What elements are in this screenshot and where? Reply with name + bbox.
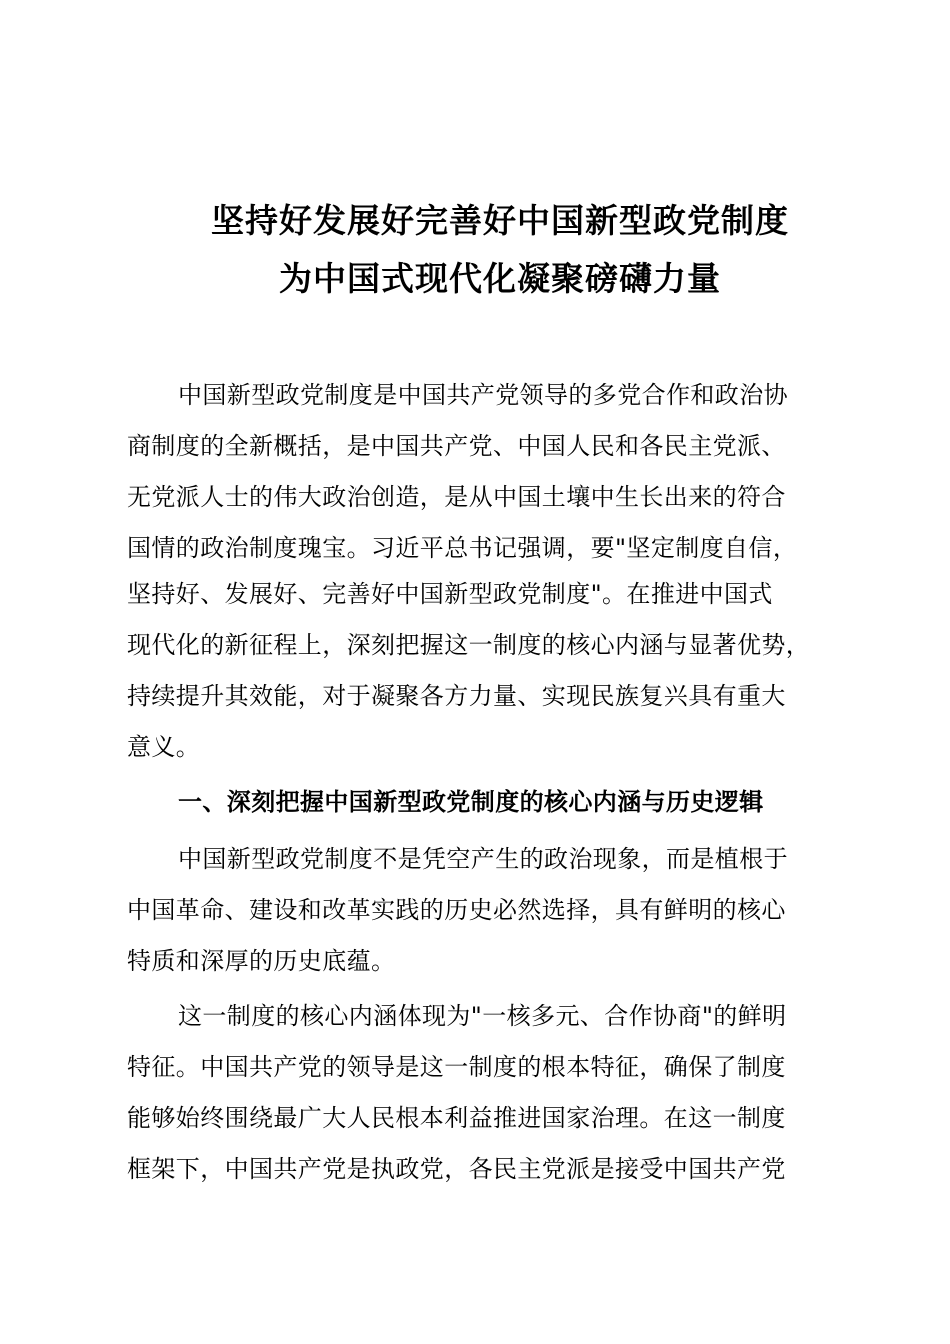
paragraph-line: 中国新型政党制度不是凭空产生的政治现象，而是植根于 <box>178 845 788 873</box>
paragraph-line: 特征。中国共产党的领导是这一制度的根本特征，确保了制度 <box>127 1053 786 1081</box>
paragraph-line: 现代化的新征程上，深刻把握这一制度的核心内涵与显著优势， <box>127 631 811 659</box>
section-heading: 一、深刻把握中国新型政党制度的核心内涵与历史逻辑 <box>178 788 764 816</box>
paragraph-line: 能够始终围绕最广大人民根本利益推进国家治理。在这一制度 <box>127 1104 786 1132</box>
paragraph-line: 中国革命、建设和改革实践的历史必然选择，具有鲜明的核心 <box>127 896 786 924</box>
paragraph-line: 持续提升其效能，对于凝聚各方力量、实现民族复兴具有重大 <box>127 682 786 710</box>
paragraph-line: 这一制度的核心内涵体现为"一核多元、合作协商"的鲜明 <box>178 1002 787 1030</box>
paragraph-line: 商制度的全新概括，是中国共产党、中国人民和各民主党派、 <box>127 432 786 460</box>
document-title-line-1: 坚持好发展好完善好中国新型政党制度 <box>211 201 789 240</box>
document-title-line-2: 为中国式现代化凝聚磅礴力量 <box>279 259 721 298</box>
paragraph-line: 中国新型政党制度是中国共产党领导的多党合作和政治协 <box>178 381 788 409</box>
paragraph-line: 无党派人士的伟大政治创造，是从中国土壤中生长出来的符合 <box>127 483 786 511</box>
paragraph-line: 国情的政治制度瑰宝。习近平总书记强调，要"坚定制度自信， <box>127 534 798 562</box>
paragraph-line: 特质和深厚的历史底蕴。 <box>127 947 396 975</box>
paragraph-line: 框架下，中国共产党是执政党，各民主党派是接受中国共产党 <box>127 1155 786 1183</box>
paragraph-line: 意义。 <box>127 733 201 761</box>
paragraph-line: 坚持好、发展好、完善好中国新型政党制度"。在推进中国式 <box>127 580 773 608</box>
